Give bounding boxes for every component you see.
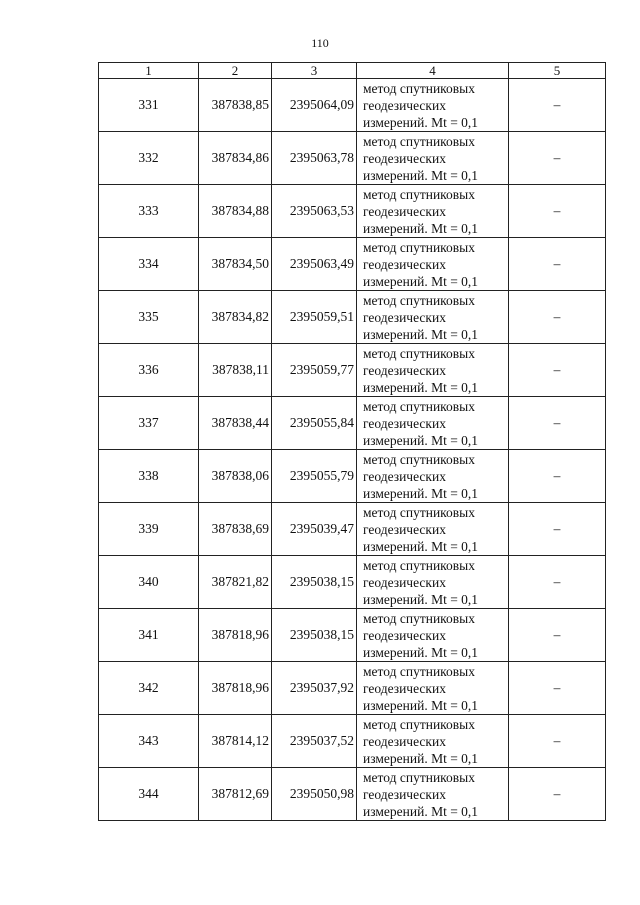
x-coordinate: 387812,69 xyxy=(199,768,272,821)
method-line: метод спутниковых xyxy=(363,557,475,573)
method-line: геодезических xyxy=(363,680,446,696)
column-5-value: – xyxy=(509,397,606,450)
y-coordinate: 2395038,15 xyxy=(272,556,357,609)
column-5-value: – xyxy=(509,185,606,238)
page-number: 110 xyxy=(311,36,329,50)
y-coordinate: 2395063,78 xyxy=(272,132,357,185)
column-5-value: – xyxy=(509,132,606,185)
method-description xyxy=(357,397,509,450)
point-number: 341 xyxy=(99,609,199,662)
method-line: геодезических xyxy=(363,733,446,749)
x-coordinate: 387834,82 xyxy=(199,291,272,344)
table-row xyxy=(99,715,606,768)
method-description xyxy=(357,715,509,768)
column-header: 5 xyxy=(509,63,606,79)
column-5-value: – xyxy=(509,715,606,768)
point-number: 342 xyxy=(99,662,199,715)
method-line: измерений. Mt = 0,1 xyxy=(363,485,479,501)
method-line: измерений. Mt = 0,1 xyxy=(363,538,479,554)
point-number: 340 xyxy=(99,556,199,609)
method-line: метод спутниковых xyxy=(363,398,475,414)
table-row xyxy=(99,662,606,715)
y-coordinate: 2395064,09 xyxy=(272,79,357,132)
method-description xyxy=(357,662,509,715)
point-number: 334 xyxy=(99,238,199,291)
column-5-value: – xyxy=(509,344,606,397)
coordinates-table xyxy=(98,62,606,821)
column-header: 4 xyxy=(357,63,509,79)
method-line: геодезических xyxy=(363,97,446,113)
method-line: метод спутниковых xyxy=(363,292,475,308)
table-row xyxy=(99,79,606,132)
method-line: метод спутниковых xyxy=(363,610,475,626)
method-line: измерений. Mt = 0,1 xyxy=(363,114,479,130)
column-header: 1 xyxy=(99,63,199,79)
method-line: геодезических xyxy=(363,786,446,802)
x-coordinate: 387838,11 xyxy=(199,344,272,397)
point-number: 332 xyxy=(99,132,199,185)
table-row xyxy=(99,609,606,662)
x-coordinate: 387821,82 xyxy=(199,556,272,609)
method-line: метод спутниковых xyxy=(363,80,475,96)
point-number: 336 xyxy=(99,344,199,397)
x-coordinate: 387834,50 xyxy=(199,238,272,291)
method-line: метод спутниковых xyxy=(363,186,475,202)
y-coordinate: 2395039,47 xyxy=(272,503,357,556)
method-line: метод спутниковых xyxy=(363,769,475,785)
y-coordinate: 2395037,52 xyxy=(272,715,357,768)
method-description xyxy=(357,79,509,132)
method-line: измерений. Mt = 0,1 xyxy=(363,432,479,448)
column-header: 2 xyxy=(199,63,272,79)
method-line: измерений. Mt = 0,1 xyxy=(363,273,479,289)
column-5-value: – xyxy=(509,609,606,662)
method-line: геодезических xyxy=(363,521,446,537)
table-row xyxy=(99,132,606,185)
table-row xyxy=(99,185,606,238)
method-line: метод спутниковых xyxy=(363,451,475,467)
table-row xyxy=(99,450,606,503)
column-5-value: – xyxy=(509,556,606,609)
y-coordinate: 2395038,15 xyxy=(272,609,357,662)
method-line: геодезических xyxy=(363,627,446,643)
point-number: 335 xyxy=(99,291,199,344)
table-row xyxy=(99,344,606,397)
x-coordinate: 387838,69 xyxy=(199,503,272,556)
method-line: геодезических xyxy=(363,415,446,431)
table-row xyxy=(99,397,606,450)
column-5-value: – xyxy=(509,662,606,715)
column-5-value: – xyxy=(509,291,606,344)
column-5-value: – xyxy=(509,768,606,821)
column-5-value: – xyxy=(509,79,606,132)
method-line: измерений. Mt = 0,1 xyxy=(363,591,479,607)
column-5-value: – xyxy=(509,238,606,291)
point-number: 333 xyxy=(99,185,199,238)
x-coordinate: 387838,44 xyxy=(199,397,272,450)
y-coordinate: 2395055,84 xyxy=(272,397,357,450)
method-line: метод спутниковых xyxy=(363,345,475,361)
method-line: измерений. Mt = 0,1 xyxy=(363,167,479,183)
x-coordinate: 387838,85 xyxy=(199,79,272,132)
y-coordinate: 2395059,51 xyxy=(272,291,357,344)
method-line: измерений. Mt = 0,1 xyxy=(363,326,479,342)
method-line: геодезических xyxy=(363,256,446,272)
table-row xyxy=(99,556,606,609)
method-description xyxy=(357,556,509,609)
method-line: измерений. Mt = 0,1 xyxy=(363,644,479,660)
method-description xyxy=(357,609,509,662)
table-header-row xyxy=(99,63,606,79)
point-number: 343 xyxy=(99,715,199,768)
method-line: метод спутниковых xyxy=(363,663,475,679)
table-row xyxy=(99,503,606,556)
method-line: геодезических xyxy=(363,203,446,219)
y-coordinate: 2395050,98 xyxy=(272,768,357,821)
method-line: метод спутниковых xyxy=(363,716,475,732)
column-5-value: – xyxy=(509,450,606,503)
column-5-value: – xyxy=(509,503,606,556)
x-coordinate: 387818,96 xyxy=(199,662,272,715)
method-description xyxy=(357,132,509,185)
table-row xyxy=(99,768,606,821)
method-line: геодезических xyxy=(363,309,446,325)
y-coordinate: 2395037,92 xyxy=(272,662,357,715)
method-description xyxy=(357,238,509,291)
method-line: геодезических xyxy=(363,574,446,590)
point-number: 331 xyxy=(99,79,199,132)
point-number: 337 xyxy=(99,397,199,450)
table-body xyxy=(99,79,606,821)
method-line: метод спутниковых xyxy=(363,504,475,520)
x-coordinate: 387818,96 xyxy=(199,609,272,662)
method-line: геодезических xyxy=(363,150,446,166)
y-coordinate: 2395059,77 xyxy=(272,344,357,397)
method-line: измерений. Mt = 0,1 xyxy=(363,803,479,819)
point-number: 339 xyxy=(99,503,199,556)
table-row xyxy=(99,291,606,344)
y-coordinate: 2395063,49 xyxy=(272,238,357,291)
x-coordinate: 387834,86 xyxy=(199,132,272,185)
method-line: геодезических xyxy=(363,468,446,484)
method-line: измерений. Mt = 0,1 xyxy=(363,697,479,713)
method-line: геодезических xyxy=(363,362,446,378)
point-number: 344 xyxy=(99,768,199,821)
method-description xyxy=(357,185,509,238)
y-coordinate: 2395063,53 xyxy=(272,185,357,238)
x-coordinate: 387814,12 xyxy=(199,715,272,768)
table-row xyxy=(99,238,606,291)
x-coordinate: 387838,06 xyxy=(199,450,272,503)
method-line: измерений. Mt = 0,1 xyxy=(363,220,479,236)
method-line: метод спутниковых xyxy=(363,133,475,149)
method-description xyxy=(357,768,509,821)
method-line: измерений. Mt = 0,1 xyxy=(363,379,479,395)
method-description xyxy=(357,344,509,397)
method-description xyxy=(357,291,509,344)
method-description xyxy=(357,450,509,503)
method-description xyxy=(357,503,509,556)
y-coordinate: 2395055,79 xyxy=(272,450,357,503)
x-coordinate: 387834,88 xyxy=(199,185,272,238)
method-line: метод спутниковых xyxy=(363,239,475,255)
method-line: измерений. Mt = 0,1 xyxy=(363,750,479,766)
point-number: 338 xyxy=(99,450,199,503)
column-header: 3 xyxy=(272,63,357,79)
